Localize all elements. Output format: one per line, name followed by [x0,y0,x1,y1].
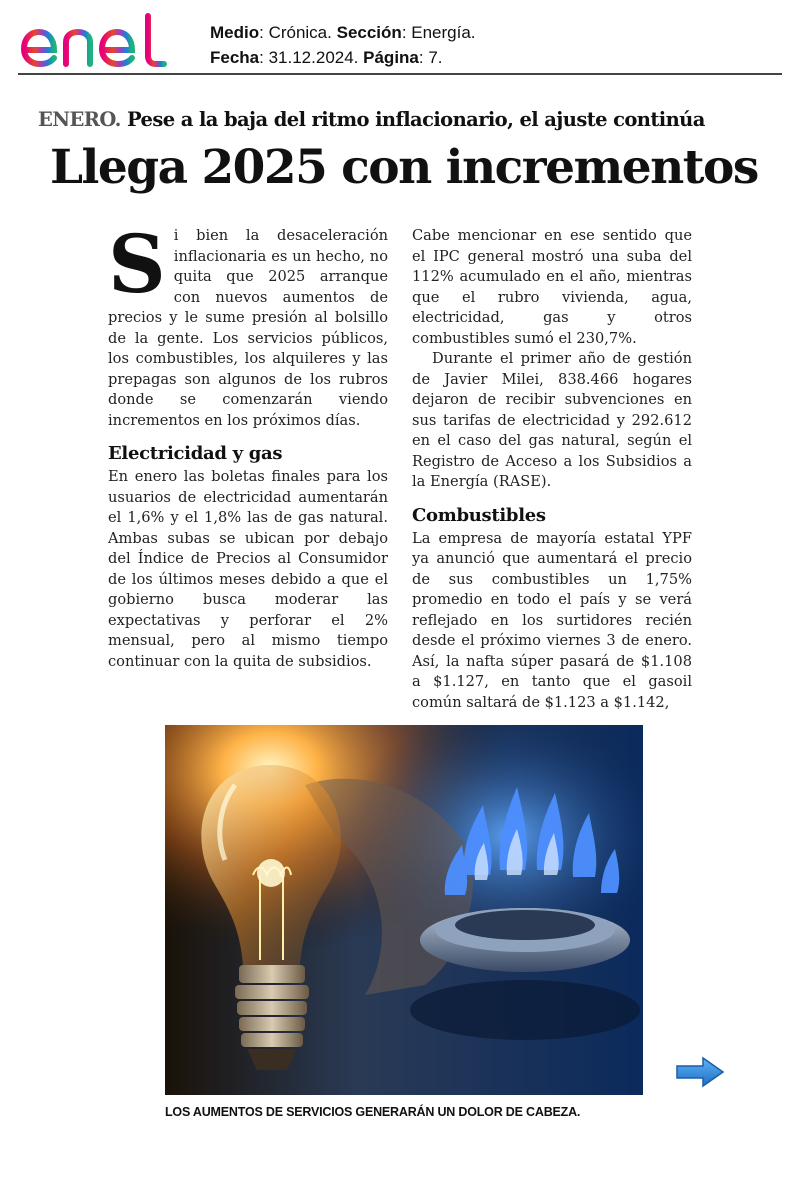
intro-text: i bien la desaceleración inflacionaria es un hecho, no quita que 2025 arranque con nuevos aumentos de precios y le sume presión al bolsillo de la gente. Los servicios públicos, los combustibles, los alquileres y las prepagas son algunos de los rubros donde se comenzarán viendo incrementos en los próximos días. [108,227,388,429]
medio-value: Crónica. [268,23,332,42]
seccion-value: Energía. [411,23,476,42]
enel-logo [18,12,170,68]
meta-line-2: Fecha: 31.12.2024. Página: 7. [210,48,443,67]
kicker [38,108,778,131]
medio-label: Medio [210,23,260,42]
subhead-combustibles: Combustibles [412,504,546,526]
document-meta [210,20,476,70]
headline: Llega 2025 con incrementos [50,140,758,195]
bulb-and-gas-flame-image [165,725,643,1095]
fecha-label: Fecha [210,48,260,67]
intro-paragraph [108,217,388,431]
meta-line-1: Medio: Crónica. Sección: Energía. [210,23,476,42]
fecha-value: 31.12.2024. [268,48,359,67]
seccion-label: Sección [336,23,402,42]
header-divider [18,73,782,75]
photo-caption: LOS AUMENTOS DE SERVICIOS GENERARÁN UN DOLOR DE CABEZA. [165,1105,581,1119]
pagina-label: Página [363,48,419,67]
subhead-electricidad: Electricidad y gas [108,443,283,464]
column-left [108,217,388,672]
paragraph-milei: Durante el primer año de gestión de Javier Milei, 838.466 hogares dejaron de recibir subvenciones en sus tarifas de electricidad y 292.612 en el caso del gas natural, según el Registro de Acceso a los Subsidios a la Energía (RASE). [412,350,692,490]
kicker-label: ENERO. [38,108,121,131]
paragraph-combustibles: La empresa de mayoría estatal YPF ya anunció que aumentará el precio de sus combustibles un 1,75% promedio en todo el país y se verá reflejado en los surtidores recién desde el próximo viernes 3 de enero. Así, la nafta súper pasará de $1.108 a $1.127, en tanto que el gasoil común saltará de $1.123 a $1.142, [412,529,692,711]
kicker-text: Pese a la baja del ritmo inflacionario, el ajuste continúa [127,108,705,131]
arrow-right-icon[interactable] [675,1056,725,1088]
paragraph-electricidad: En enero las boletas finales para los usuarios de electricidad aumentarán el 1,6% y el 1,8% las de gas natural. Ambas subas se ubican por debajo del Índice de Precios al Consumidor de los últimos meses debido a que el gobierno busca moderar las expectativas y perforar el 2% mensual, pero al mismo tiempo continuar con la quita de subsidios. [108,468,388,670]
pagina-value: 7. [428,48,443,67]
paragraph-electricidad-continued: Cabe mencionar en ese sentido que el IPC general mostró una suba del 112% acumulado en el año, mientras que el rubro vivienda, agua, electricidad, gas y otros combustibles sumó el 230,7%. [412,227,692,347]
column-right [412,226,692,713]
article-photo [165,725,643,1095]
dropcap: S [108,217,166,311]
